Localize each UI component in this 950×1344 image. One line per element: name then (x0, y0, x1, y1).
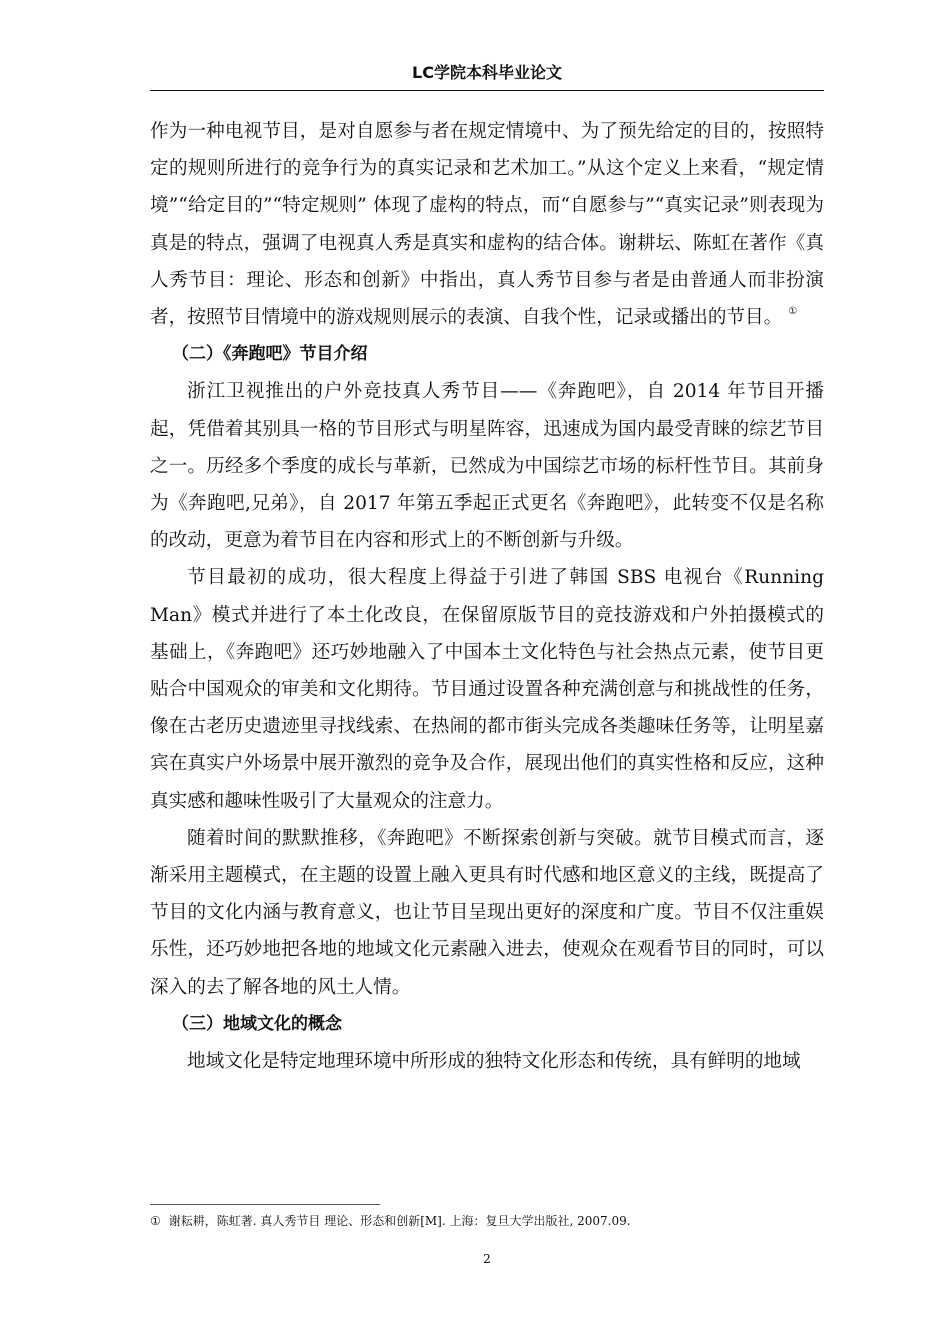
footnote-reference-mark[interactable]: ① (788, 306, 798, 318)
body-content (150, 113, 824, 1080)
section-heading-regional-culture: （三）地域文化的概念 (172, 1013, 342, 1034)
page-number: 2 (483, 1252, 491, 1266)
footnote (150, 1212, 824, 1230)
paragraph-definition (150, 113, 824, 336)
paragraph-program-intro: 浙江卫视推出的户外竞技真人秀节目——《奔跑吧》，自 2014 年节目开播起，凭借着其别具一格的节目形式与明星阵容，迅速成为国内最受青睐的综艺节目之一。历经多个季度的成长与革新，已然成为中国综艺市场的标杆性节目。其前身为《奔跑吧,兄弟》，自 2017 年第五季起正式更名《奔跑吧》，此转变不仅是名称的改动，更意为着节目在内容和形式上的不断创新与升级。 (150, 381, 824, 552)
section-heading-program-intro: （二）《奔跑吧》节目介绍 (172, 344, 368, 365)
paragraph-regional-culture: 地域文化是特定地理环境中所形成的独特文化形态和传统，具有鲜明的地域 (187, 1051, 801, 1073)
paragraph-program-innovation: 随着时间的默默推移，《奔跑吧》不断探索创新与突破。就节目模式而言，逐渐采用主题模式，在主题的设置上融入更具有时代感和地区意义的主线，既提高了节目的文化内涵与教育意义，也让节目呈现出更好的深度和广度。节目不仅注重娱乐性，还巧妙地把各地的地域文化元素融入进去，使观众在观看节目的同时，可以深入的去了解各地的风土人情。 (150, 827, 824, 998)
paragraph-program-success: 节目最初的成功，很大程度上得益于引进了韩国 SBS 电视台《Running Man》模式并进行了本土化改良，在保留原版节目的竞技游戏和户外拍摄模式的基础上，《奔跑吧》还巧妙地融入了中国本土文化特色与社会热点元素，使节目更贴合中国观众的审美和文化期待。节目通过设置各种充满创意与和挑战性的任务，像在古老历史遗迹里寻找线索、在热闹的都市街头完成各类趣味任务等，让明星嘉宾在真实户外场景中展开激烈的竞争及合作，展现出他们的真实性格和反应，这种真实感和趣味性吸引了大量观众的注意力。 (150, 567, 824, 812)
footnote-divider (150, 1204, 380, 1205)
paragraph-definition-text: 作为一种电视节目，是对自愿参与者在规定情境中、为了预先给定的目的，按照特定的规则所进行的竞争行为的真实记录和艺术加工。”从这个定义上来看，“规定情境”“给定目的”“特定规则” 体现了虚构的特点，而“自愿参与”“真实记录”则表现为真是的特点，强调了电视真人秀是真实和虚构的结合体。谢耕坛、陈虹在著作《真人秀节目：理论、形态和创新》中指出，真人秀节目参与者是由普通人而非扮演者，按照节目情境中的游戏规则展示的表演、自我个性，记录或播出的节目。 (150, 121, 824, 329)
footnote-text: 谢耘耕，陈虹著. 真人秀节目 理论、形态和创新[M]. 上海：复旦大学出版社, 2007.09. (168, 1214, 631, 1228)
footnote-number: ① (150, 1214, 161, 1228)
header-divider (150, 90, 824, 91)
page-header-title: LC学院本科毕业论文 (412, 63, 562, 82)
